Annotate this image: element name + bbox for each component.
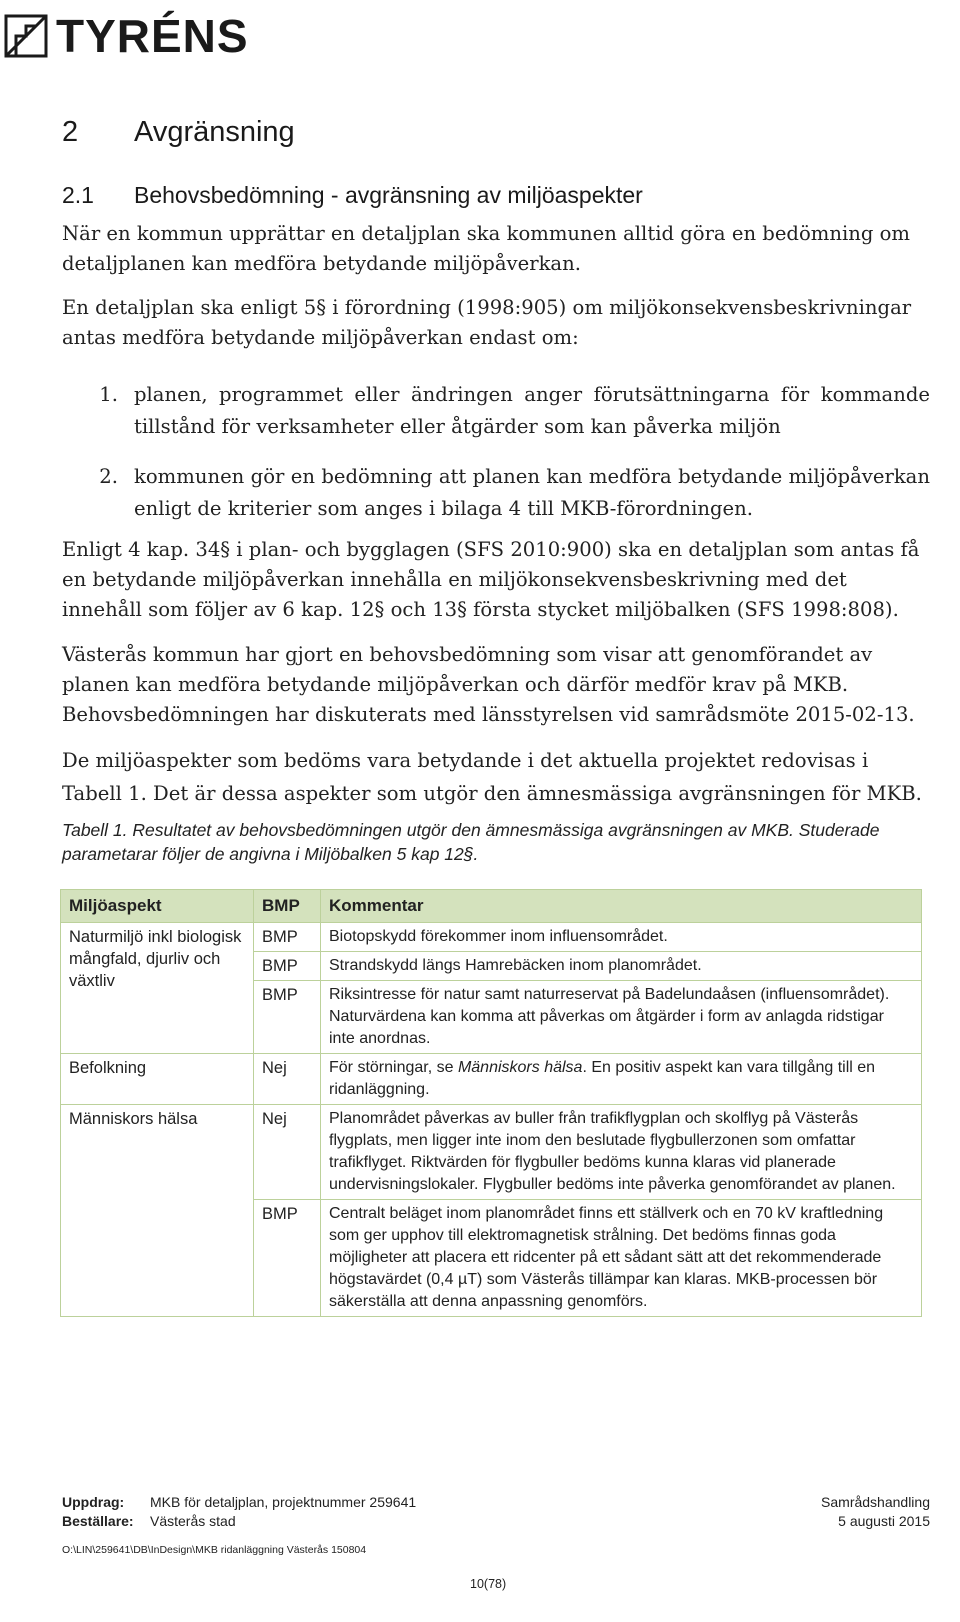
column-header-bmp: BMP xyxy=(254,890,321,923)
paragraph-criteria: En detaljplan ska enligt 5§ i förordning (1998:905) om miljökonsekvensbeskrivningar antas medföra betydande miljöpåverkan endast om: xyxy=(62,296,912,349)
list-item-text: planen, programmet eller ändringen anger förutsättningarna för kommande tillstånd för verksamheter eller åtgärder som kan påverka miljön xyxy=(134,383,930,438)
paragraph-table-intro: De miljöaspekter som bedöms vara betydande i det aktuella projektet redovisas i Tabell 1. Det är dessa aspekter som utgör den ämnesmässiga avgränsningen för MKB. xyxy=(62,749,922,805)
footer-bestallare-label: Beställare: xyxy=(62,1513,134,1529)
cell-comment: Planområdet påverkas av buller från trafikflygplan och skolflyg på Västerås flygplats, men ligger inte inom den beslutade flygbullerzonen som omfattar trafikflyget. Riktvärden för flygbuller bedöms kunna klaras vid planerade undervisningslokaler. Flygbuller bedöms inte påverka genomförandet av planen. xyxy=(321,1105,922,1200)
column-header-miljoaspekt: Miljöaspekt xyxy=(61,890,254,923)
table-caption: Tabell 1. Resultatet av behovsbedömningen utgör den ämnesmässiga avgränsningen av MKB. Studerade parametarar följer de angivna i Miljöbalken 5 kap 12§. xyxy=(62,820,880,864)
heading-2 xyxy=(62,182,643,209)
heading-1-title: Avgränsning xyxy=(134,116,295,148)
list-item-text: kommunen gör en bedömning att planen kan medföra betydande miljöpåverkan enligt de kriterier som anges i bilaga 4 till MKB-förordningen. xyxy=(134,465,930,520)
cell-comment xyxy=(321,1054,922,1105)
cell-bmp: BMP xyxy=(254,1200,321,1317)
cell-comment: Riksintresse för natur samt naturreservat på Badelundaåsen (influensområdet). Naturvärdena kan komma att påverkas om åtgärder i form av anlagda ridstigar inte anordnas. xyxy=(321,981,922,1054)
table-row xyxy=(61,1105,922,1200)
cell-bmp: BMP xyxy=(254,981,321,1054)
cell-bmp: BMP xyxy=(254,952,321,981)
tyrens-logo-mark-icon xyxy=(4,14,48,58)
page-number: 10(78) xyxy=(470,1577,507,1591)
cell-bmp: Nej xyxy=(254,1054,321,1105)
list-item xyxy=(62,379,930,443)
cell-aspect: Naturmiljö inkl biologisk mångfald, djurliv och växtliv xyxy=(61,923,254,1054)
results-table xyxy=(60,889,922,1317)
cell-comment-text: För störningar, se xyxy=(329,1059,458,1076)
cell-comment: Strandskydd längs Hamrebäcken inom planområdet. xyxy=(321,952,922,981)
footer-row-uppdrag xyxy=(62,1493,930,1512)
heading-2-number: 2.1 xyxy=(62,182,94,208)
heading-2-title: Behovsbedömning - avgränsning av miljöaspekter xyxy=(134,182,643,208)
tyrens-logo xyxy=(4,10,249,62)
footer-status: Samrådshandling xyxy=(821,1494,930,1510)
footer-uppdrag-value: MKB för detaljplan, projektnummer 259641 xyxy=(150,1494,417,1510)
cell-comment-reference: Människors hälsa xyxy=(457,1059,583,1076)
footer-file-path: O:\LIN\259641\DB\InDesign\MKB ridanläggning Västerås 150804 xyxy=(62,1544,367,1556)
list-item xyxy=(62,461,930,525)
cell-bmp: Nej xyxy=(254,1105,321,1200)
cell-aspect: Människors hälsa xyxy=(61,1105,254,1317)
table-header-row xyxy=(61,890,922,923)
table-row xyxy=(61,923,922,952)
paragraph-behovsbedomning: Västerås kommun har gjort en behovsbedömning som visar att genomförandet av planen kan medföra betydande miljöpåverkan och därför medför krav på MKB. Behovsbedömningen har diskuterats med länsstyrelsen vid samrådsmöte 2015-02-13. xyxy=(62,643,915,726)
footer-bestallare-value: Västerås stad xyxy=(150,1513,236,1529)
brand-name: TYRÉNS xyxy=(56,10,249,62)
cell-comment-text: . En positiv aspekt kan vara tillgång till en ridanläggning. xyxy=(329,1059,876,1098)
page-footer xyxy=(62,1493,930,1556)
paragraph-pbl: Enligt 4 kap. 34§ i plan- och bygglagen (SFS 2010:900) ska en detaljplan som antas få en betydande miljöpåverkan innehålla en miljökonsekvensbeskrivning med det innehåll som följer av 6 kap. 12§ och 13§ första stycket miljöbalken (SFS 1998:808). xyxy=(62,538,920,621)
list-item-number: 2. xyxy=(99,465,118,488)
cell-comment: Centralt beläget inom planområdet finns ett ställverk och en 70 kV kraftledning som ger upphov till elektromagnetisk strålning. Det bedöms finnas goda möjligheter att placera ett ridcenter på ett sådant sätt att det rekommenderade högstavärdet (0,4 µT) som Västerås tillämpar kan klaras. MKB-processen bör säkerställa att denna anpassning genomförs. xyxy=(321,1200,922,1317)
cell-comment: Biotopskydd förekommer inom influensområdet. xyxy=(321,923,922,952)
list-item-number: 1. xyxy=(99,383,118,406)
table-row xyxy=(61,1054,922,1105)
footer-row-bestallare xyxy=(62,1512,930,1531)
heading-1 xyxy=(62,116,295,149)
cell-aspect: Befolkning xyxy=(61,1054,254,1105)
paragraph-intro: När en kommun upprättar en detaljplan ska kommunen alltid göra en bedömning om detaljplanen kan medföra betydande miljöpåverkan. xyxy=(62,222,910,275)
footer-uppdrag-label: Uppdrag: xyxy=(62,1494,125,1510)
footer-date: 5 augusti 2015 xyxy=(838,1513,930,1529)
cell-bmp: BMP xyxy=(254,923,321,952)
column-header-kommentar: Kommentar xyxy=(321,890,922,923)
heading-1-number: 2 xyxy=(62,116,79,148)
